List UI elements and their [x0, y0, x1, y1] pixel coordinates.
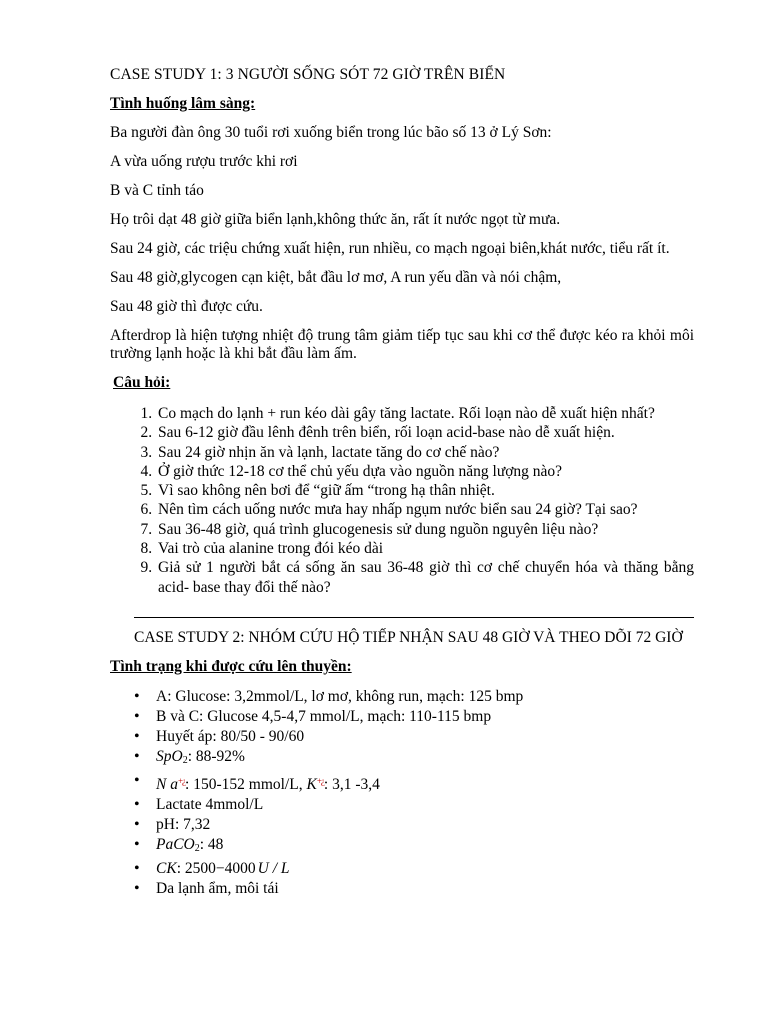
list-item: • A: Glucose: 3,2mmol/L, lơ mơ, không run, mạch: 125 bmp — [156, 687, 694, 707]
list-item: • pH: 7,32 — [156, 815, 694, 835]
questions-heading: Câu hỏi: — [113, 374, 171, 391]
paragraph: Sau 24 giờ, các triệu chứng xuất hiện, run nhiều, co mạch ngoại biên,khát nước, tiểu rất ít. — [110, 240, 670, 257]
na-superscript: +¿ — [177, 775, 186, 786]
question-item: 4. Ở giờ thức 12-18 cơ thể chủ yếu dựa vào nguồn năng lượng nào? — [156, 462, 694, 481]
question-item: 6. Nên tìm cách uống nước mưa hay nhấp ngụm nước biển sau 24 giờ? Tại sao? — [156, 500, 694, 519]
ck-unit: U / L — [257, 859, 290, 877]
na-value: : 150-152 mmol/L, — [185, 775, 303, 793]
spo2-label: SpO — [156, 747, 183, 765]
list-item: • Huyết áp: 80/50 - 90/60 — [156, 727, 694, 747]
section-divider — [134, 617, 694, 618]
paragraph: Sau 48 giờ,glycogen cạn kiệt, bắt đầu lơ mơ, A run yếu dần và nói chậm, — [110, 269, 562, 286]
spo2-subscript: 2 — [182, 754, 188, 766]
list-item — [156, 859, 694, 879]
ck-value2: 4000 — [224, 859, 256, 877]
paco2-value: : 48 — [199, 835, 224, 853]
question-item: 8. Vai trò của alanine trong đói kéo dài — [156, 539, 694, 558]
k-value: : 3,1 -3,4 — [323, 775, 380, 793]
paragraph: Họ trôi dạt 48 giờ giữa biển lạnh,không thức ăn, rất ít nước ngọt từ mưa. — [110, 211, 561, 228]
document-page — [110, 66, 694, 899]
paragraph: A vừa uống rượu trước khi rơi — [110, 153, 298, 170]
situation-heading: Tình huống lâm sàng: — [110, 95, 256, 112]
list-item: • Da lạnh ẩm, môi tái — [156, 879, 694, 899]
paragraph: Afterdrop là hiện tượng nhiệt độ trung tâm giảm tiếp tục sau khi cơ thể được kéo ra khỏi môi trường lạnh hoặc là khi bắt đầu làm ấm. — [110, 327, 694, 362]
spo2-value: : 88-92% — [187, 747, 245, 765]
ck-value: : 2500 — [176, 859, 216, 877]
list-item: • B và C: Glucose 4,5-4,7 mmol/L, mạch: 110-115 bmp — [156, 707, 694, 727]
ck-label: CK — [156, 859, 177, 877]
question-item: 5. Vì sao không nên bơi để “giữ ấm “trong hạ thân nhiệt. — [156, 481, 694, 500]
status-list — [110, 687, 694, 899]
paco2-label: PaCO — [156, 835, 195, 853]
paragraph: B và C tỉnh táo — [110, 182, 204, 199]
case2-title: CASE STUDY 2: NHÓM CỨU HỘ TIẾP NHẬN SAU 48 GIỜ VÀ THEO DÕI 72 GIỜ — [134, 628, 683, 646]
case1-title: CASE STUDY 1: 3 NGƯỜI SỐNG SÓT 72 GIỜ TRÊN BIỂN — [110, 66, 506, 83]
paco2-subscript: 2 — [194, 842, 200, 854]
na-label: N a — [156, 775, 178, 793]
question-item: 9. Giả sử 1 người bắt cá sống ăn sau 36-48 giờ thì cơ chế chuyển hóa và thăng bằng acid- base thay đổi thế nào? — [156, 558, 694, 597]
question-item: 7. Sau 36-48 giờ, quá trình glucogenesis sử dung nguồn nguyên liệu nào? — [156, 520, 694, 539]
list-item: • Lactate 4mmol/L — [156, 795, 694, 815]
status-heading: Tình trạng khi được cứu lên thuyền: — [110, 657, 352, 675]
question-item: 2. Sau 6-12 giờ đầu lênh đênh trên biển, rối loạn acid-base nào dễ xuất hiện. — [156, 423, 694, 442]
k-label: K — [306, 775, 317, 793]
list-item — [156, 835, 694, 859]
list-item — [156, 747, 694, 771]
list-item — [156, 771, 694, 795]
paragraph: Sau 48 giờ thì được cứu. — [110, 298, 263, 315]
question-item: 1. Co mạch do lạnh + run kéo dài gây tăng lactate. Rối loạn nào dễ xuất hiện nhất? — [156, 404, 694, 423]
ck-dash: − — [215, 859, 225, 877]
question-item: 3. Sau 24 giờ nhịn ăn và lạnh, lactate tăng do cơ chế nào? — [156, 443, 694, 462]
k-superscript: +¿ — [316, 775, 324, 786]
questions-list — [110, 404, 694, 597]
paragraph: Ba người đàn ông 30 tuổi rơi xuống biển trong lúc bão số 13 ở Lý Sơn: — [110, 124, 552, 141]
